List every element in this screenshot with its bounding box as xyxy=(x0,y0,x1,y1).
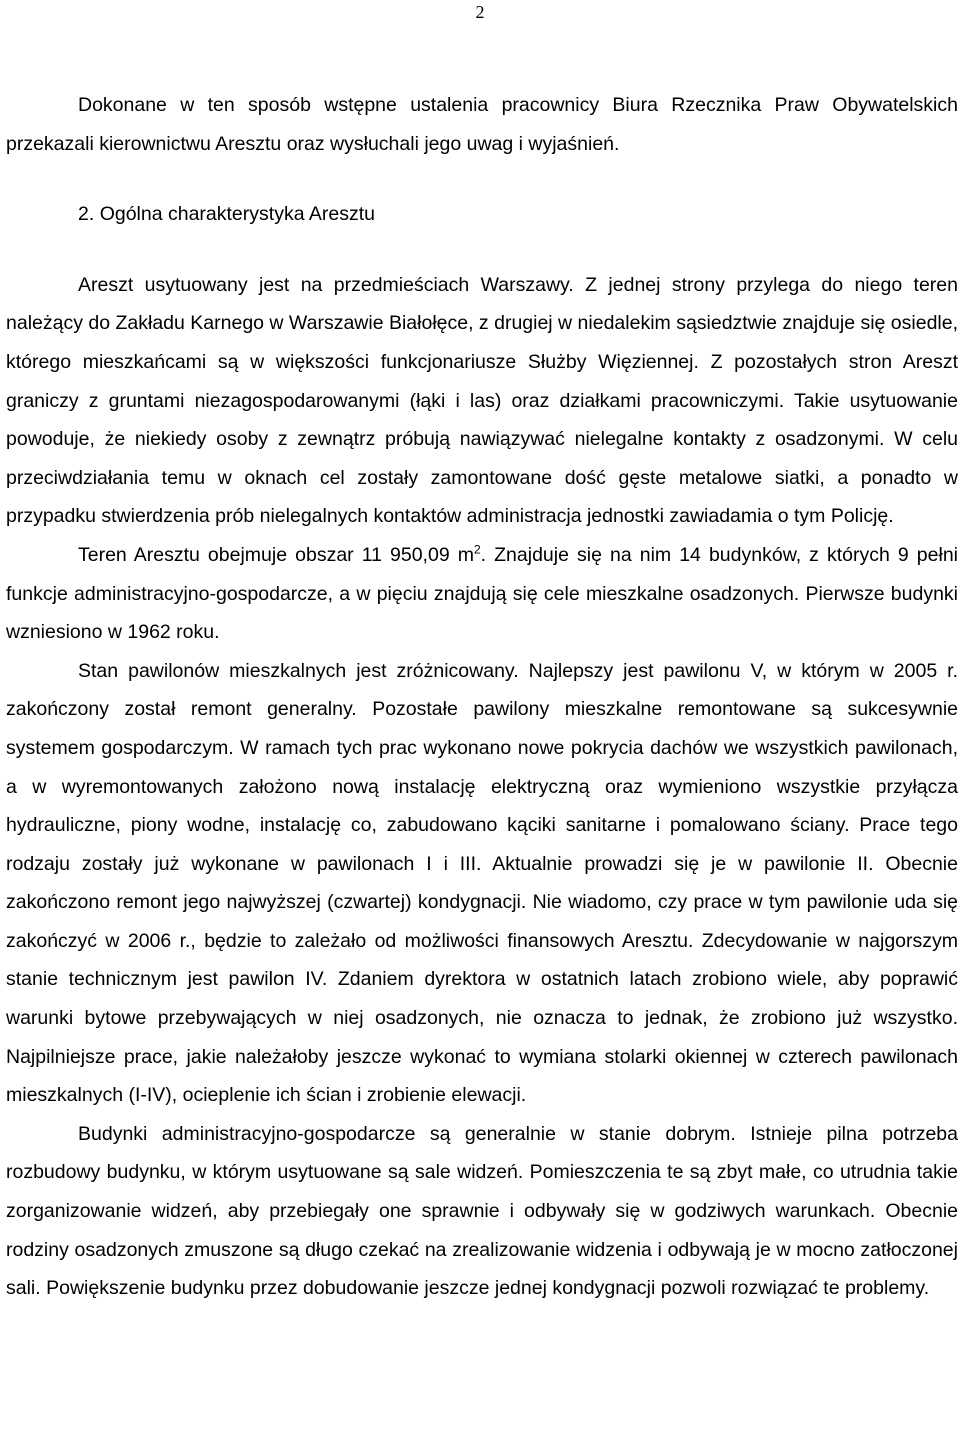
section-title: Ogólna charakterystyka Aresztu xyxy=(99,203,375,226)
paragraph-admin-buildings: Budynki administracyjno-gospodarcze są generalnie w stanie dobrym. Istnieje pilna potrzeba rozbudowy budynku, w którym usytuowane są sale widzeń. Pomieszczenia te są zbyt małe, co utrudnia takie zorganizowanie widzeń, aby przebiegały one sprawnie i odbywały się w godziwych warunkach. Obecnie rodziny osadzonych zmuszone są długo czekać na zrealizowanie widzenia i odbywają je w mocno zatłoczonej sali. Powiększenie budynku przez dobudowanie jeszcze jednej kondygnacji pozwoli rozwiązać te problemy. xyxy=(6,1122,958,1300)
spacer xyxy=(6,163,958,195)
paragraph-pavilions: Stan pawilonów mieszkalnych jest zróżnicowany. Najlepszy jest pawilonu V, w którym w 2005 r. zakończony został remont generalny. Pozostałe pawilony mieszkalne remontowane są sukcesywnie systemem gospodarczym. W ramach tych prac wykonano nowe pokrycia dachów we wszystkich pawilonach, a w wyremontowanych założono nową instalację elektryczną oraz wymieniono wszystkie przyłącza hydrauliczne, piony wodne, instalację co, zabudowano kąciki sanitarne i pomalowano ściany. Prace tego rodzaju zostały już wykonane w pawilonach I i III. Aktualnie prowadzi się je w pawilonie II. Obecnie zakończono remont jego najwyższej (czwartej) kondygnacji. Nie wiadomo, czy prace w tym pawilonie uda się zakończyć w 2006 r., będzie to zależało od możliwości finansowych Aresztu. Zdecydowanie w najgorszym stanie technicznym jest pawilon IV. Zdaniem dyrektora w ostatnich latach zrobiono wiele, aby poprawić warunki bytowe przebywających w niej osadzonych, nie oznacza to jednak, że zrobiono już wszystko. Najpilniejsze prace, jakie należałoby jeszcze wykonać to wymiana stolarki okiennej w czterech pawilonach mieszkalnych (I-IV), ocieplenie ich ścian i zrobienie elewacji. xyxy=(6,659,958,1107)
buildings-text: . Znajduje się na nim 14 budynków, z których 9 pełni funkcje administracyjno-gospodarcze, a w pięciu znajdują się cele mieszkalne osadzonych. Pierwsze budynki wzniesiono w 1962 roku. xyxy=(6,543,959,644)
section-heading xyxy=(6,195,958,234)
document-body xyxy=(6,86,958,1308)
paragraph-location: Areszt usytuowany jest na przedmieściach Warszawy. Z jednej strony przylega do niego teren należący do Zakładu Karnego w Warszawie Białołęce, z drugiej w niedalekim sąsiedztwie znajduje się osiedle, którego mieszkańcami są w większości funkcjonariusze Służby Więziennej. Z pozostałych stron Areszt graniczy z gruntami niezagospodarowanymi (łąki i las) oraz działkami pracowniczymi. Takie usytuowanie powoduje, że niekiedy osoby z zewnątrz próbują nawiązywać nielegalne kontakty z osadzonymi. W celu przeciwdziałania temu w oknach cel zostały zamontowane dość gęste metalowe siatki, a ponadto w przypadku stwierdzenia prób nielegalnych kontaktów administracja jednostki zawiadamia o tym Policję. xyxy=(6,273,959,528)
section-number: 2. xyxy=(78,203,95,226)
paragraph-intro: Dokonane w ten sposób wstępne ustalenia pracownicy Biura Rzecznika Praw Obywatelskich przekazali kierownictwu Aresztu oraz wysłuchali jego uwag i wyjaśnień. xyxy=(6,94,958,155)
page-number: 2 xyxy=(475,2,485,22)
paragraph-area xyxy=(6,536,958,652)
spacer xyxy=(6,234,958,266)
area-superscript: 2 xyxy=(473,542,481,557)
area-text: Teren Aresztu obejmuje obszar 11 950,09 m xyxy=(78,543,474,566)
